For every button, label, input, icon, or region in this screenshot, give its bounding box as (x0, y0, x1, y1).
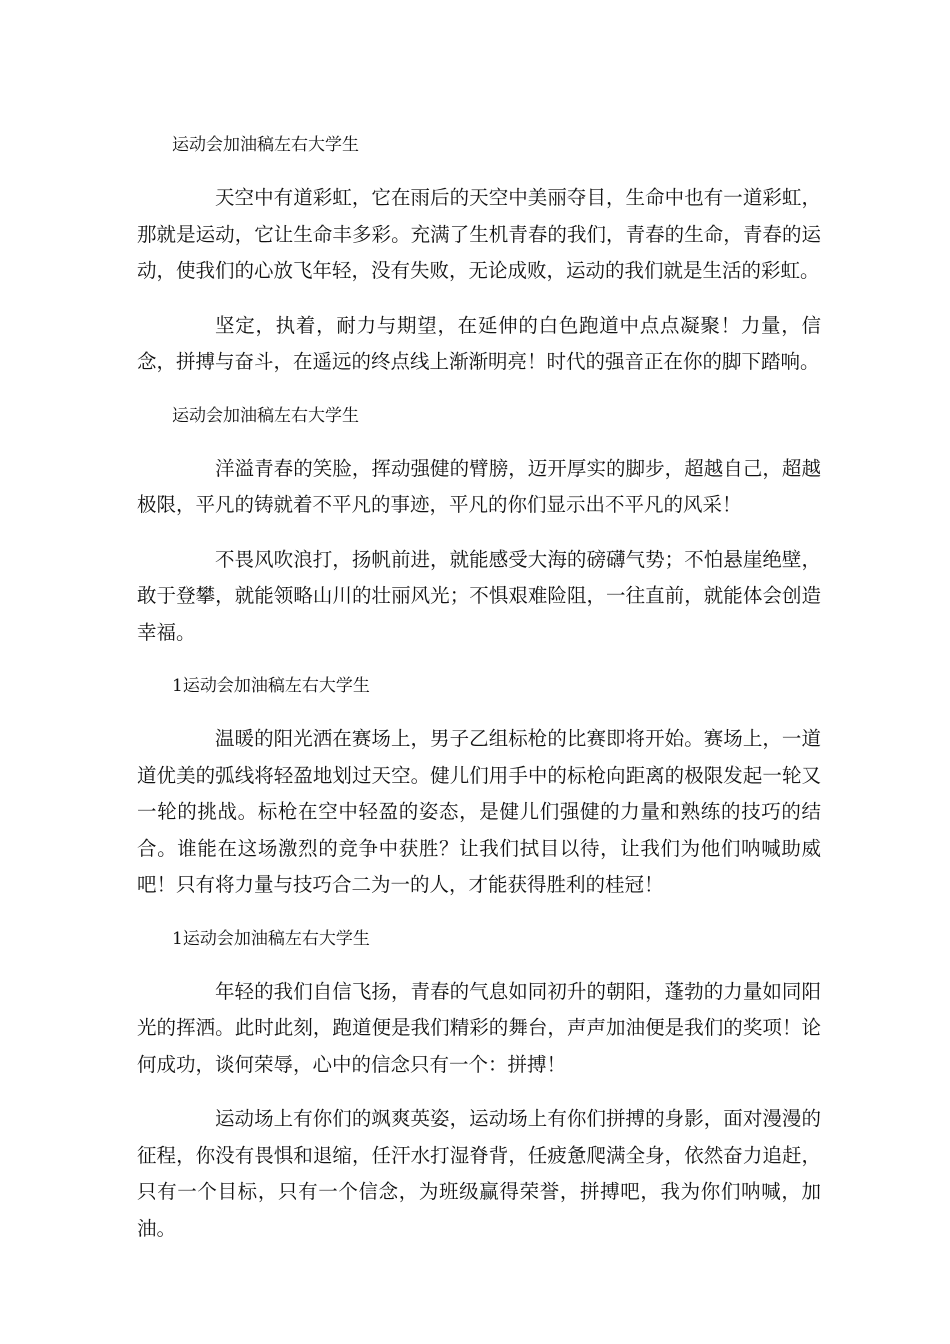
paragraph-2: 坚定，执着，耐力与期望，在延伸的白色跑道中点点凝聚！力量，信念，拼搏与奋斗，在遥远的终点线上渐渐明亮！时代的强音正在你的脚下踏响。 (137, 313, 821, 373)
section-heading-1: 运动会加油稿左右大学生 (172, 135, 359, 155)
document-page (137, 128, 821, 1265)
paragraph-6: 年轻的我们自信飞扬，青春的气息如同初升的朝阳，蓬勃的力量如同阳光的挥洒。此时此刻，跑道便是我们精彩的舞台，声声加油便是我们的奖项！论何成功，谈何荣辱，心中的信念只有一个：拼搏！ (137, 979, 821, 1076)
paragraph-1: 天空中有道彩虹，它在雨后的天空中美丽夺目，生命中也有一道彩虹，那就是运动，它让生命丰多彩。充满了生机青春的我们，青春的生命，青春的运动，使我们的心放飞年轻，没有失败，无论成败，运动的我们就是生活的彩虹。 (137, 186, 821, 282)
paragraph-5: 温暖的阳光洒在赛场上，男子乙组标枪的比赛即将开始。赛场上，一道道优美的弧线将轻盈地划过天空。健儿们用手中的标枪向距离的极限发起一轮又一轮的挑战。标枪在空中轻盈的姿态，是健儿们强健的力量和熟练的技巧的结合。谁能在这场激烈的竞争中获胜？让我们拭目以待，让我们为他们呐喊助威吧！只有将力量与技巧合二为一的人，才能获得胜利的桂冠！ (137, 727, 821, 896)
section-heading-4: 1运动会加油稿左右大学生 (172, 928, 370, 949)
section-heading-2: 运动会加油稿左右大学生 (172, 405, 359, 426)
paragraph-4: 不畏风吹浪打，扬帆前进，就能感受大海的磅礴气势；不怕悬崖绝壁，敢于登攀，就能领略山川的壮丽风光；不惧艰难险阻，一往直前，就能体会创造幸福。 (137, 547, 821, 644)
paragraph-3: 洋溢青春的笑脸，挥动强健的臂膀，迈开厚实的脚步，超越自己，超越极限，平凡的铸就着不平凡的事迹，平凡的你们显示出不平凡的风采！ (137, 456, 821, 516)
section-heading-3: 1运动会加油稿左右大学生 (172, 676, 370, 696)
paragraph-7: 运动场上有你们的飒爽英姿，运动场上有你们拼搏的身影，面对漫漫的征程，你没有畏惧和退缩，任汗水打湿脊背，任疲惫爬满全身，依然奋力追赶，只有一个目标，只有一个信念，为班级赢得荣誉，拼搏吧，我为你们呐喊，加油。 (137, 1107, 821, 1240)
